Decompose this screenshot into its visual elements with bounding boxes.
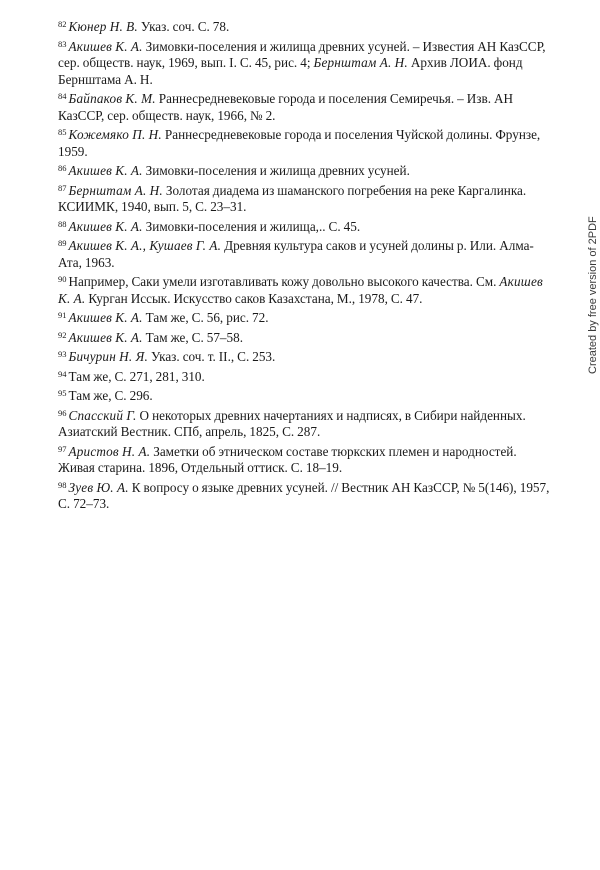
footnote-text: Там же, С. 271, 281, 310. (68, 368, 205, 384)
footnote-number: 88 (58, 218, 67, 229)
footnote-author: Акишев К. А. (68, 329, 143, 345)
footnote-author-secondary: Акишев К. А. (58, 274, 543, 306)
footnote-author: Акишев К. А., Кушаев Г. А. (68, 238, 222, 253)
footnotes-list (28, 16, 556, 513)
footnote-98 (28, 477, 556, 513)
footnote-text: Там же, С. 57–58. (142, 329, 244, 345)
footnote-author: Акишев К. А. (68, 310, 143, 325)
footnote-number: 85 (58, 127, 67, 137)
footnote-text: Зимовки-поселения и жилища древних усуней. – Известия АН КазССР, сер. обществ. наук, 1969, вып. I. С. 45, рис. 4; (58, 38, 546, 70)
footnote-number: 86 (58, 163, 67, 173)
footnote-text: Там же, С. 296. (68, 388, 153, 403)
footnote-text: Древняя культура саков и усуней долины р. Или. Алма-Ата, 1963. (58, 238, 534, 270)
footnote-89 (28, 235, 556, 271)
footnote-number: 82 (58, 19, 67, 29)
footnote-text: Зимовки-поселения и жилища,.. С. 45. (142, 218, 361, 234)
footnote-83 (28, 36, 556, 89)
footnote-93 (28, 346, 556, 366)
footnote-text: Там же, С. 56, рис. 72. (142, 310, 269, 325)
footnote-number: 83 (58, 38, 67, 49)
footnote-author: Акишев К. А. (68, 218, 143, 234)
footnote-84 (28, 88, 556, 124)
footnote-text: Раннесредневековые города и поселения Семиречья. – Изв. АН КазССР, сер. обществ. наук, 1966, № 2. (58, 91, 514, 123)
footnote-author: Кожемяко П. Н. (68, 127, 162, 142)
footnote-author: Бернштам А. Н. (68, 182, 163, 198)
footnote-author: Акишев К. А. (68, 163, 143, 178)
footnote-number: 97 (58, 443, 67, 454)
footnote-author: Спасский Г. (68, 407, 137, 423)
footnote-number: 94 (58, 368, 67, 379)
footnote-text: Указ. соч. С. 78. (137, 19, 230, 34)
footnote-number: 98 (58, 479, 67, 490)
footnote-85 (28, 124, 556, 160)
footnote-text: О некоторых древних начертаниях и надписях, в Сибири найденных. Азиатский Вестник. СПб, апрель, 1825, С. 287. (58, 407, 526, 439)
footnote-author: Зуев Ю. А. (68, 479, 129, 495)
footnote-90 (28, 271, 556, 307)
footnote-86 (28, 160, 556, 180)
footnote-number: 96 (58, 407, 67, 418)
footnote-number: 95 (58, 388, 67, 398)
footnote-text-secondary: Курган Иссык. Искусство саков Казахстана, М., 1978, С. 47. (85, 290, 423, 306)
footnote-number: 89 (58, 238, 67, 248)
footnote-text: Например, Саки умели изготавливать кожу довольно высокого качества. См. (68, 274, 500, 289)
footnote-number: 84 (58, 91, 67, 101)
footnote-number: 92 (58, 329, 67, 340)
footnote-number: 87 (58, 182, 67, 193)
footnote-text: Золотая диадема из шаманского погребения на реке Каргалинка. КСИИМК, 1940, вып. 5, С. 23–31. (58, 182, 527, 214)
footnote-95 (28, 385, 556, 405)
footnote-text: Указ. соч. т. II., С. 253. (147, 349, 276, 364)
watermark-text: Created by free version of 2PDF (587, 216, 599, 374)
footnote-96 (28, 405, 556, 441)
footnote-92 (28, 327, 556, 347)
footnote-author: Аристов Н. А. (68, 443, 151, 459)
footnote-author: Бичурин Н. Я. (68, 349, 148, 364)
footnote-number: 91 (58, 310, 67, 320)
footnote-author: Байпаков К. М. (68, 91, 156, 106)
footnote-82 (28, 16, 556, 36)
footnote-text-secondary: Архив ЛОИА. фонд Бернштама А. Н. (58, 55, 523, 87)
footnote-97 (28, 441, 556, 477)
footnote-text: Заметки об этническом составе тюркских племен и народностей. Живая старина. 1896, Отдельный оттиск. С. 18–19. (58, 443, 517, 475)
footnote-text: К вопросу о языке древних усуней. // Вестник АН КазССР, № 5(146), 1957, С. 72–73. (58, 479, 550, 511)
footnote-author: Кюнер Н. В. (68, 19, 138, 34)
footnote-author: Акишев К. А. (68, 38, 143, 54)
footnote-94 (28, 366, 556, 386)
footnote-text: Зимовки-поселения и жилища древних усуней. (142, 163, 410, 178)
footnote-text: Раннесредневековые города и поселения Чуйской долины. Фрунзе, 1959. (58, 127, 541, 159)
footnote-number: 93 (58, 349, 67, 359)
footnote-91 (28, 307, 556, 327)
footnote-number: 90 (58, 274, 67, 284)
footnote-author-secondary: Бернштам А. Н. (313, 55, 408, 70)
footnote-88 (28, 216, 556, 236)
footnote-87 (28, 180, 556, 216)
